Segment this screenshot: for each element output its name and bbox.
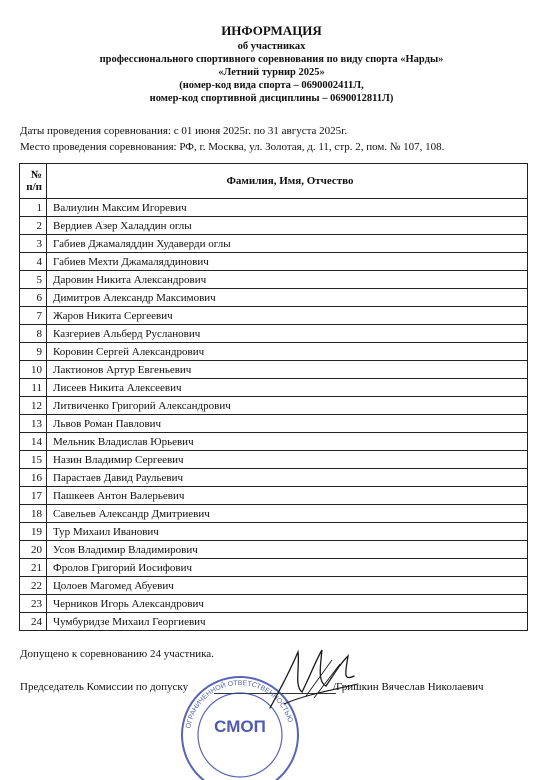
table-row — [20, 235, 528, 253]
header-line-5: номер-код спортивной дисциплины – 0690012811Л) — [149, 93, 394, 104]
participant-name: Лактионов Артур Евгеньевич — [47, 361, 528, 379]
row-number: 14 — [20, 433, 47, 451]
participant-name: Черников Игорь Александрович — [47, 595, 528, 613]
row-number: 6 — [20, 289, 47, 307]
table-row — [20, 289, 528, 307]
table-row — [20, 361, 528, 379]
table-row — [20, 343, 528, 361]
table-row — [20, 325, 528, 343]
handwritten-signature — [262, 646, 372, 716]
table-row — [20, 505, 528, 523]
participant-name: Габиев Джамаляддин Худаверди оглы — [47, 235, 528, 253]
chair-label: Председатель Комиссии по допуску — [20, 681, 189, 693]
row-number: 15 — [20, 451, 47, 469]
row-number: 22 — [20, 577, 47, 595]
table-row — [20, 613, 528, 631]
participant-name: Вердиев Азер Халаддин оглы — [47, 217, 528, 235]
participant-name: Жаров Никита Сергеевич — [47, 307, 528, 325]
table-row — [20, 379, 528, 397]
row-number: 18 — [20, 505, 47, 523]
row-number: 12 — [20, 397, 47, 415]
header-line-3: «Летний турнир 2025» — [218, 67, 325, 78]
stamp-ring-text: ОГРАНИЧЕННОЙ ОТВЕТСТВЕННОСТЬЮ — [185, 679, 294, 730]
table-row — [20, 199, 528, 217]
participant-name: Тур Михаил Иванович — [47, 523, 528, 541]
header-line-2: профессионального спортивного соревнования по виду спорта «Нарды» — [99, 54, 444, 65]
col-name-header: Фамилия, Имя, Отчество — [47, 164, 528, 199]
participant-name: Коровин Сергей Александрович — [47, 343, 528, 361]
participant-name: Усов Владимир Владимирович — [47, 541, 528, 559]
table-row — [20, 397, 528, 415]
table-row — [20, 217, 528, 235]
participant-name: Димитров Александр Максимович — [47, 289, 528, 307]
chair-name: /Гришкин Вячеслав Николаевич — [333, 681, 484, 693]
row-number: 5 — [20, 271, 47, 289]
admitted-note: Допущено к соревнованию 24 участника. — [20, 648, 214, 660]
row-number: 24 — [20, 613, 47, 631]
participant-name: Чумбуридзе Михаил Георгиевич — [47, 613, 528, 631]
col-number-header — [20, 164, 47, 199]
col-number-label-1: № — [30, 169, 42, 181]
row-number: 16 — [20, 469, 47, 487]
row-number: 1 — [20, 199, 47, 217]
participants-table — [19, 163, 528, 631]
header-line-1: об участниках — [237, 41, 306, 52]
participant-name: Назин Владимир Сергеевич — [47, 451, 528, 469]
participant-name: Лисеев Никита Алексеевич — [47, 379, 528, 397]
table-row — [20, 577, 528, 595]
table-row — [20, 541, 528, 559]
table-row — [20, 559, 528, 577]
table-row — [20, 271, 528, 289]
table-row — [20, 451, 528, 469]
document-title: ИНФОРМАЦИЯ — [221, 23, 322, 38]
competition-place: Место проведения соревнования: РФ, г. Москва, ул. Золотая, д. 11, стр. 2, пом. № 107, 108. — [20, 141, 445, 153]
row-number: 9 — [20, 343, 47, 361]
row-number: 8 — [20, 325, 47, 343]
table-row — [20, 307, 528, 325]
table-row — [20, 487, 528, 505]
stamp-text: СМОП — [214, 717, 266, 736]
row-number: 21 — [20, 559, 47, 577]
table-header-row — [20, 164, 528, 199]
row-number: 10 — [20, 361, 47, 379]
header-line-4: (номер-код вида спорта – 0690002411Л, — [179, 80, 364, 91]
participant-name: Габиев Мехти Джамаляддинович — [47, 253, 528, 271]
participant-name: Даровин Никита Александрович — [47, 271, 528, 289]
row-number: 4 — [20, 253, 47, 271]
table-row — [20, 469, 528, 487]
participant-name: Литвиченко Григорий Александрович — [47, 397, 528, 415]
row-number: 19 — [20, 523, 47, 541]
row-number: 7 — [20, 307, 47, 325]
table-row — [20, 253, 528, 271]
participant-name: Мельник Владислав Юрьевич — [47, 433, 528, 451]
table-row — [20, 595, 528, 613]
col-number-label-2: п/п — [26, 181, 42, 193]
row-number: 20 — [20, 541, 47, 559]
row-number: 23 — [20, 595, 47, 613]
row-number: 13 — [20, 415, 47, 433]
table-row — [20, 523, 528, 541]
competition-dates: Даты проведения соревнования: с 01 июня 2025г. по 31 августа 2025г. — [20, 125, 348, 137]
table-row — [20, 415, 528, 433]
participant-name: Пашкеев Антон Валерьевич — [47, 487, 528, 505]
participant-name: Казгериев Альберд Русланович — [47, 325, 528, 343]
row-number: 2 — [20, 217, 47, 235]
participant-name: Парастаев Давид Раульевич — [47, 469, 528, 487]
participant-name: Львов Роман Павлович — [47, 415, 528, 433]
participant-name: Савельев Александр Дмитриевич — [47, 505, 528, 523]
row-number: 3 — [20, 235, 47, 253]
row-number: 17 — [20, 487, 47, 505]
table-row — [20, 433, 528, 451]
row-number: 11 — [20, 379, 47, 397]
participant-name: Цолоев Магомед Абуевич — [47, 577, 528, 595]
participant-name: Валиулин Максим Игоревич — [47, 199, 528, 217]
participant-name: Фролов Григорий Иосифович — [47, 559, 528, 577]
